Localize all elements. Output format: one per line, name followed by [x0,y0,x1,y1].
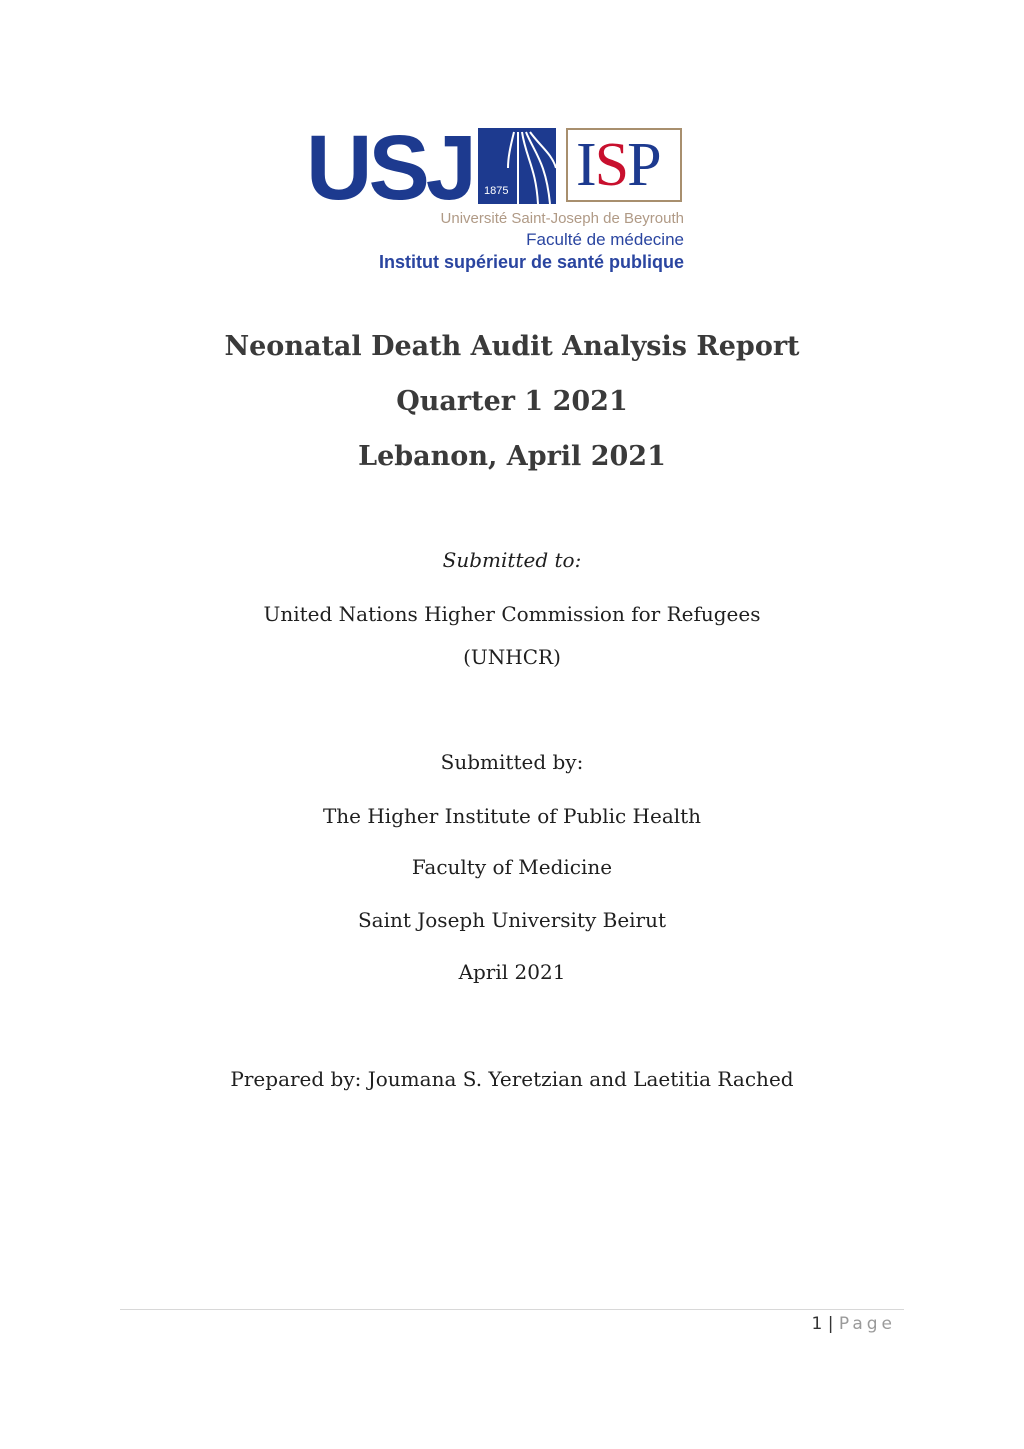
submitted-by-institute: The Higher Institute of Public Health [322,804,702,828]
page-footer [811,1314,896,1334]
submitted-by-university: Saint Joseph University Beirut [357,908,667,932]
logo-isp-text: ISP [576,131,660,199]
report-location-date: Lebanon, April 2021 [358,441,666,472]
page-separator: | [827,1314,834,1334]
report-quarter: Quarter 1 2021 [396,386,628,417]
submitted-by-faculty: Faculty of Medicine [411,855,613,879]
usj-emblem-icon [478,128,556,204]
submitted-to-label: Submitted to: [442,548,582,572]
logo-institute-name: Institut supérieur de santé publique [378,252,684,272]
logo-university-name: Université Saint-Joseph de Beyrouth [440,210,684,227]
submitted-by-date: April 2021 [458,960,566,984]
logo-usj-text: USJ [306,117,473,219]
submitted-to-acronym: (UNHCR) [463,645,561,669]
usj-isp-logo [306,117,690,276]
prepared-by: Prepared by: Joumana S. Yeretzian and Laetitia Rached [230,1067,794,1091]
submitted-to-org: United Nations Higher Commission for Refugees [263,602,761,626]
submitted-by-label: Submitted by: [440,750,584,774]
logo-year: 1875 [484,185,509,197]
report-title: Neonatal Death Audit Analysis Report [224,331,800,362]
page-number: 1 [811,1314,823,1334]
footer-divider [120,1309,904,1310]
isp-logo-box [566,128,682,202]
logo-faculty-name: Faculté de médecine [526,230,684,249]
page-label: Page [838,1314,896,1334]
